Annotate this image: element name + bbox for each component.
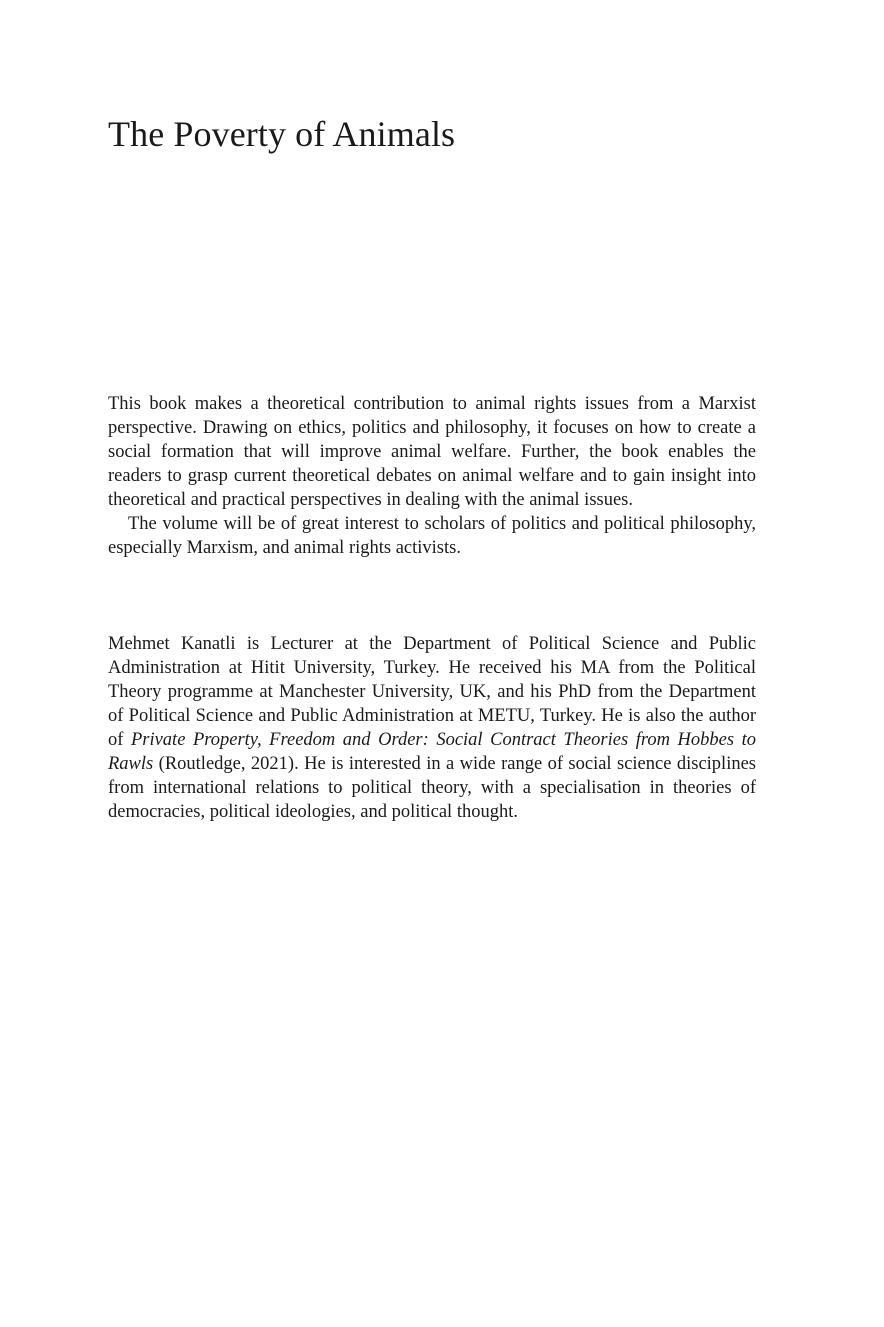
bio-text-after-title: (Routledge, 2021). He is interested in a wide range of social science disciplines from international relations to political theory, with a specialisation in theories of democracies, political ideologies, and political thought. (108, 754, 756, 822)
description-paragraph-1: This book makes a theoretical contribution to animal rights issues from a Marxist perspective. Drawing on ethics, politics and philosophy, it focuses on how to create a social formation that will improve animal welfare. Further, the book enables the readers to grasp current theoretical debates on animal welfare and to gain insight into theoretical and practical perspectives in dealing with the animal issues. (108, 394, 756, 510)
author-name: Mehmet Kanatli (108, 634, 236, 654)
bio-text-before-title: is Lecturer at the Department of Political Science and Public Administration at Hitit University, Turkey. He received his MA from the Political Theory programme at Manchester University, UK, and his PhD from the Department of Political Science and Public Administration at METU, Turkey. He is also the author of (108, 634, 756, 750)
book-description (108, 392, 756, 560)
previous-book-title: Private Property, Freedom and Order: Social Contract Theories from Hobbes to Rawls (108, 730, 756, 774)
description-paragraph-2: The volume will be of great interest to scholars of politics and political philosophy, especially Marxism, and animal rights activists. (108, 514, 756, 558)
author-bio (108, 632, 756, 824)
book-title: The Poverty of Animals (108, 114, 456, 154)
author-bio-paragraph (108, 632, 756, 824)
